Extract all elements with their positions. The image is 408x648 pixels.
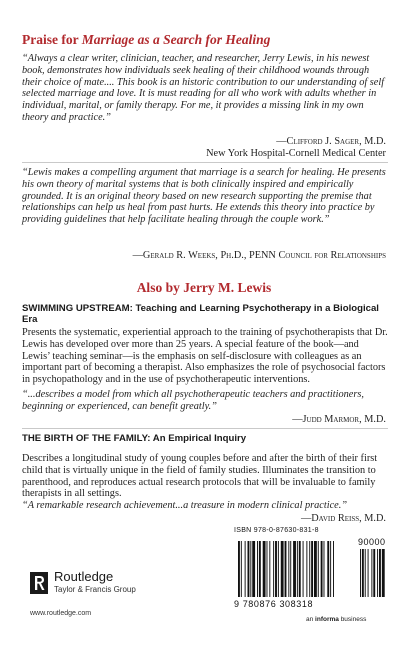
praise-attribution-1-name: —Clifford J. Sager, M.D. xyxy=(276,136,386,147)
section-divider-1 xyxy=(22,162,388,163)
barcode-bar xyxy=(309,541,310,597)
barcode-addon-bar xyxy=(379,549,381,597)
barcode-addon-bar xyxy=(373,549,375,597)
praise-attribution-1 xyxy=(206,136,386,160)
book-title-2-rest: An Empirical Inquiry xyxy=(150,433,247,444)
barcode-bar xyxy=(250,541,251,597)
barcode-bar xyxy=(297,541,298,597)
barcode-bar xyxy=(333,541,334,597)
barcode-bar xyxy=(248,541,250,597)
barcode-bar xyxy=(303,541,304,597)
barcode-addon-bar xyxy=(382,549,385,597)
book-title-2 xyxy=(22,433,388,444)
book-quote-1: “...describes a model from which all psychotherapeutic teachers and practitioners, beginning or experienced, can benefit greatly.” xyxy=(22,389,364,412)
isbn-text: ISBN 978-0-87630-831-8 xyxy=(234,527,319,534)
publisher-name: Routledge xyxy=(54,569,114,584)
book-attribution-1-name: —Judd Marmor, M.D. xyxy=(292,414,386,425)
barcode-icon xyxy=(238,537,388,599)
barcode-bar xyxy=(324,541,325,597)
informa-business-mark xyxy=(306,616,366,623)
praise-attribution-2 xyxy=(133,250,386,262)
barcode-bar xyxy=(278,541,279,597)
barcode-addon-bar xyxy=(371,549,372,597)
barcode-bar xyxy=(311,541,313,597)
barcode-bar xyxy=(327,541,329,597)
barcode-bar xyxy=(259,541,261,597)
praise-quote-2: “Lewis makes a compelling argument that marriage is a search for healing. He presents his own theory of marital systems that is both clinically inspired and empirically grounded. It is an original theory based on new research supporting the premise that relationships can help us heal from past hurts. He extends this theory into practice by providing guidelines that help facilitate healing through the couple work.” xyxy=(22,167,386,226)
informa-suffix: business xyxy=(338,616,367,623)
barcode-bar xyxy=(273,541,274,597)
informa-brand: informa xyxy=(315,616,339,623)
barcode-digits: 9 780876 308318 xyxy=(234,599,314,609)
book-title-1-caps: SWIMMING UPSTREAM: xyxy=(22,303,133,314)
barcode-bar xyxy=(269,541,270,597)
barcode-bar xyxy=(238,541,240,597)
publisher-website[interactable]: www.routledge.com xyxy=(30,610,92,617)
book-title-1-rest: Teaching and Learning Psychotherapy in a Biological Era xyxy=(22,303,379,325)
barcode-bar xyxy=(241,541,242,597)
praise-attribution-1-org: New York Hospital-Cornell Medical Center xyxy=(206,148,386,159)
praise-heading-title: Marriage as a Search for Healing xyxy=(81,32,271,47)
barcode-bar xyxy=(288,541,289,597)
praise-attribution-2-name: —Gerald R. Weeks, Ph.D., PENN Council for Relationships xyxy=(132,250,386,261)
book-attribution-1 xyxy=(292,414,386,426)
barcode-bar xyxy=(318,541,319,597)
barcode-bar xyxy=(299,541,301,597)
book-quote-2: “A remarkable research achievement...a treasure in modern clinical practice.” xyxy=(22,500,348,511)
book-attribution-2-name: —David Reiss, M.D. xyxy=(300,513,386,524)
book-title-1 xyxy=(22,303,388,325)
barcode-addon-bar xyxy=(368,549,369,597)
barcode-block xyxy=(234,527,392,611)
barcode-bar xyxy=(290,541,291,597)
publisher-group: Taylor & Francis Group xyxy=(54,585,136,594)
barcode-bar xyxy=(321,541,323,597)
barcode-bar xyxy=(330,541,331,597)
routledge-logo-icon xyxy=(30,572,48,594)
book-description-2: Describes a longitudinal study of young couples before and after the birth of their first child that is virtually unique in the field of family studies. Illuminates the transition to parenthood, and reproduces actual research protocols that will be invaluable to family therapists in all settings. xyxy=(22,453,378,500)
barcode-bar xyxy=(293,541,296,597)
barcode-bar xyxy=(257,541,258,597)
praise-quote-1: “Always a clear writer, clinician, teacher, and researcher, Jerry Lewis, in his newest book, demonstrates how individuals seek healing of their childhood wounds through their choice of mate.... This book is an historic contribution to our understanding of self selected marriage and love. It is must reading for all who work with adults whether in individual, marital, or family therapy. For me, it provides a missing link in my own theory and practice.” xyxy=(22,53,385,123)
barcode-addon-bar xyxy=(362,549,364,597)
barcode-addon-bar xyxy=(377,549,378,597)
barcode-addon-bar xyxy=(365,549,366,597)
barcode-bar xyxy=(281,541,284,597)
praise-heading-prefix: Praise for xyxy=(22,32,82,47)
barcode-bar xyxy=(306,541,307,597)
barcode-bar xyxy=(252,541,255,597)
book-attribution-2 xyxy=(301,513,386,525)
barcode-bar xyxy=(285,541,287,597)
barcode-bar xyxy=(275,541,277,597)
informa-prefix: an xyxy=(306,616,316,623)
book-description-1: Presents the systematic, experiential approach to the training of psychotherapists that Dr. Lewis has developed over more than 25 years. A special feature of the book—and Lewis’ teaching seminar—is the emphasis on self-disclosure with colleagues as an important part of becoming a therapist. Also emphasizes the role of psychosocial factors in psychopathology and in the use of psychotherapeutic interventions. xyxy=(22,327,388,386)
price-code: 90000 xyxy=(358,537,386,547)
barcode-bar xyxy=(245,541,246,597)
barcode-bar xyxy=(263,541,266,597)
section-divider-2 xyxy=(22,428,388,429)
book-title-2-caps: THE BIRTH OF THE FAMILY: xyxy=(22,433,151,444)
barcode-bar xyxy=(314,541,317,597)
praise-heading xyxy=(22,32,270,48)
barcode-bar xyxy=(267,541,268,597)
barcode-addon-bar xyxy=(360,549,361,597)
also-by-heading: Also by Jerry M. Lewis xyxy=(136,280,272,295)
